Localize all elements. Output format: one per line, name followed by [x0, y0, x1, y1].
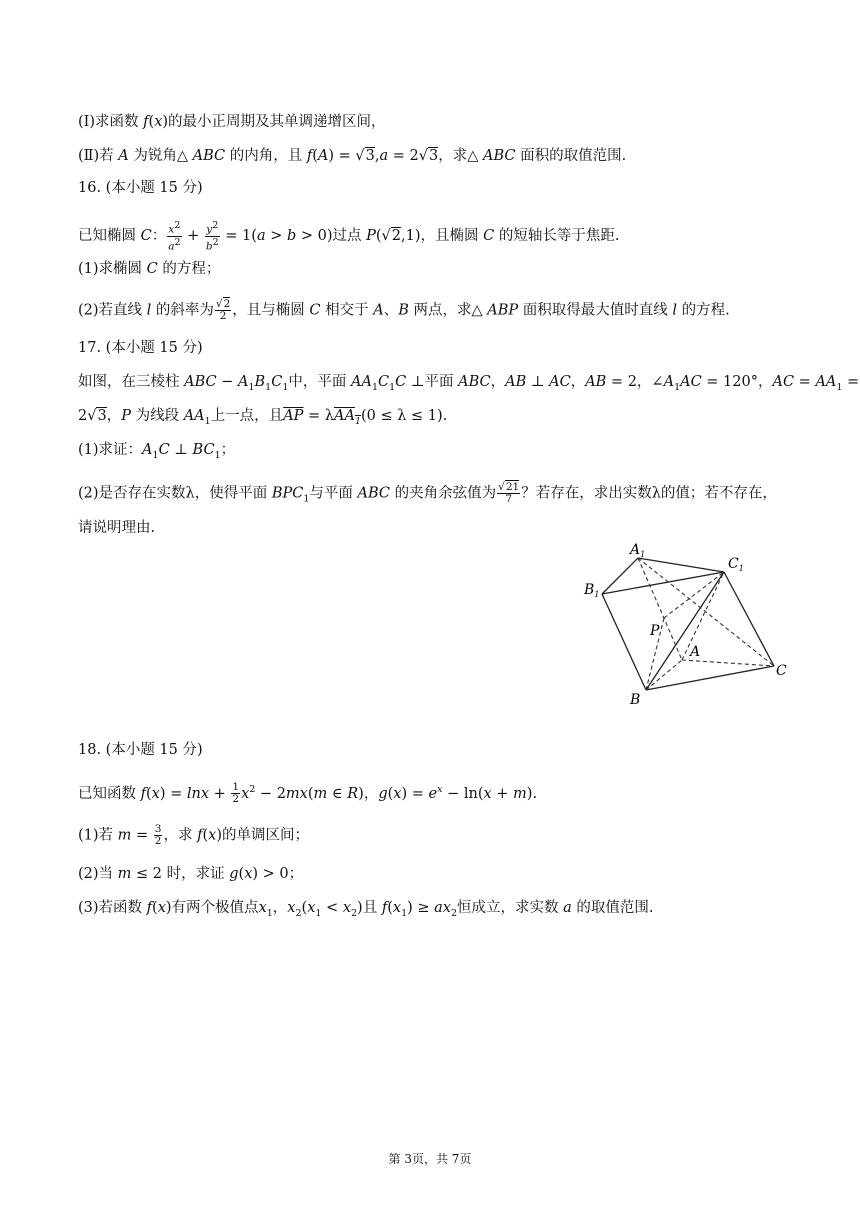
question-16-stem: 已知椭圆 C： $\frac{x^2}{a^2}$ + $\frac{y^2}{b^2}$ = 1(a > b > 0)过点 P(√2,1)，且椭圆 C 的短轴长等于焦距.	[78, 220, 620, 252]
question-18-part-1: (1)若 m = $\frac{3}{2}$ ，求 f(x)的单调区间；	[78, 823, 309, 847]
question-17-part-1: (1)求证：$A_1C$ ⊥ $BC_1$；	[78, 442, 236, 461]
question-15-part-1: (Ⅰ)求函数 f(x)的最小正周期及其单调递增区间，	[78, 114, 386, 130]
label-A: A	[690, 644, 701, 660]
question-17-stem-line-1: 如图，在三棱柱 ABC − $A_1B_1C_1$中，平面 $AA_1C_1C$ ⊥平面 ABC，AB ⊥ AC，AB = 2，$\angle A_1AC = 120^\circ$，AC = $AA_1$ =	[78, 374, 860, 393]
question-17-part-2-cont: 请说明理由.	[78, 520, 156, 536]
page-footer: 第 3页，共 7页	[388, 1152, 472, 1166]
question-16-part-2: (2)若直线 l 的斜率为 $\frac{√2}{2}$ ，且与椭圆 C 相交于 A、B 两点，求△ ABP 面积取得最大值时直线 l 的方程.	[78, 298, 730, 322]
question-17-header: 17. (本小题 15 分)	[78, 340, 203, 356]
question-15-part-2: (Ⅱ)若 A 为锐角△ ABC 的内角，且 f(A) = √3,a = 2√3，求△ ABC 面积的取值范围.	[78, 148, 627, 164]
label-P: P	[650, 623, 660, 639]
label-B: B	[630, 692, 641, 708]
prism-figure	[578, 538, 798, 708]
question-17-part-2: (2)是否存在实数λ，使得平面 $BPC_1$与平面 ABC 的夹角余弦值为 $\frac{√21}{7}$ ？若存在，求出实数λ的值；若不存在，	[78, 481, 777, 505]
question-18-part-2: (2)当 m ≤ 2 时，求证 g(x) > 0；	[78, 866, 304, 882]
question-16-header: 16. (本小题 15 分)	[78, 180, 203, 196]
label-A1: $A_1$	[630, 542, 646, 559]
question-18-part-3: (3)若函数 f(x)有两个极值点$x_1$，$x_2(x_1 < x_2)$且 $f(x_1) \ge ax_2$恒成立，求实数 a 的取值范围.	[78, 900, 654, 919]
label-C1: $C_1$	[728, 556, 744, 573]
question-18-header: 18. (本小题 15 分)	[78, 742, 203, 758]
label-B1: $B_1$	[584, 582, 600, 599]
question-17-stem-line-2: 2√3，P 为线段 $AA_1$上一点，且$\overline{AP} = \lambda AA_1(0 \le \lambda \le 1)$.	[78, 408, 448, 427]
question-16-part-1: (1)求椭圆 C 的方程；	[78, 261, 221, 277]
question-18-stem: 已知函数 f(x) = lnx + $\frac{1}{2}$ $x^2 - 2mx(m$ ∈ R)，$g(x) = e^x - \ln(x + m)$.	[78, 781, 538, 806]
label-C: C	[776, 663, 787, 679]
